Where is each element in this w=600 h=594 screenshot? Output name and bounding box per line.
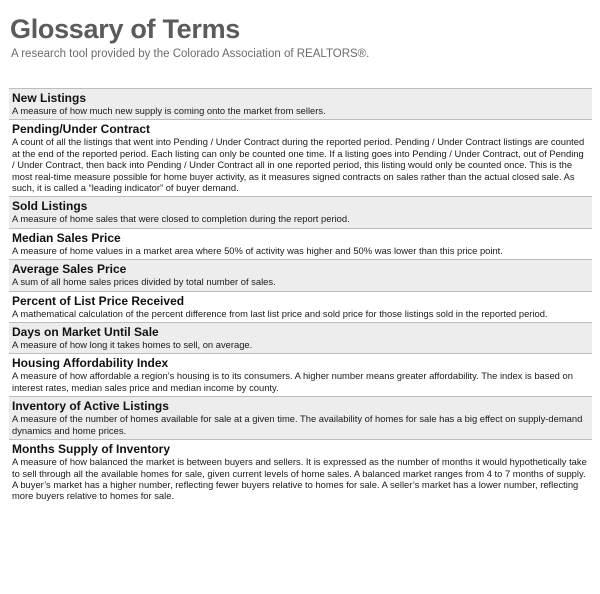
term-name: Percent of List Price Received <box>12 293 185 308</box>
glossary-entry-pending-under-contract <box>9 119 592 196</box>
glossary-entry-sold-listings <box>9 196 592 227</box>
glossary-entry-inventory-active-listings <box>9 396 592 439</box>
term-definition: A measure of how much new supply is coming onto the market from sellers. <box>12 105 326 116</box>
glossary-entry-median-sales-price <box>9 228 592 259</box>
term-definition: A measure of home values in a market area where 50% of activity was higher and 50% was lower than this price point. <box>12 244 503 256</box>
term-name: Average Sales Price <box>12 262 127 277</box>
glossary-entry-days-on-market <box>9 322 592 353</box>
term-name: Housing Affordability Index <box>12 356 169 371</box>
page-title: Glossary of Terms <box>10 14 240 44</box>
term-definition: A measure of how affordable a region’s housing is to its consumers. A higher number means greater affordability. The index is based on interest rates, median sales price and median income by county. <box>12 370 573 393</box>
term-definition: A mathematical calculation of the percent difference from last list price and sold price for those listings sold in the reported period. <box>12 307 548 319</box>
page-subtitle: A research tool provided by the Colorado Association of REALTORS®. <box>11 48 370 60</box>
glossary-list <box>9 88 592 505</box>
term-name: Pending/Under Contract <box>12 122 151 137</box>
term-definition: A measure of home sales that were closed to completion during the report period. <box>12 213 350 225</box>
term-name: Months Supply of Inventory <box>12 442 170 457</box>
term-definition: A measure of how long it takes homes to sell, on average. <box>12 339 253 351</box>
term-name: Days on Market Until Sale <box>12 325 159 340</box>
term-name: New Listings <box>12 91 87 105</box>
glossary-entry-new-listings <box>9 88 592 119</box>
term-name: Median Sales Price <box>12 230 121 245</box>
glossary-entry-months-supply-inventory <box>9 439 592 505</box>
term-definition: A measure of how balanced the market is between buyers and sellers. It is expressed as the number of months it would hypothetically take to sell through all the available homes for sale, given current levels of home sales. A balanced market ranges from 4 to 7 months of supply. A buyer’s market has a higher number, reflecting fewer buyers relative to homes for sale. A seller’s market has a lower number, reflecting more buyers relative to homes for sale. <box>12 456 587 502</box>
glossary-entry-average-sales-price <box>9 259 592 290</box>
term-name: Sold Listings <box>12 199 88 214</box>
glossary-entry-percent-of-list-price <box>9 291 592 322</box>
glossary-entry-housing-affordability-index <box>9 353 592 396</box>
term-name: Inventory of Active Listings <box>12 399 169 414</box>
term-definition: A measure of the number of homes available for sale at a given time. The availability of homes for sale has a big effect on supply-demand dynamics and home prices. <box>12 413 583 436</box>
term-definition: A sum of all home sales prices divided by total number of sales. <box>12 276 276 288</box>
term-definition: A count of all the listings that went into Pending / Under Contract during the reported period. Pending / Under Contract listings are counted at the end of the reported period. Each listing can only be counted one time. If a listing goes into Pending / Under Contract, out of Pending / Under Contract, then back into Pending / Under Contract all in one reported period, this listing would only be counted once. This is the most real-time measure possible for home buyer activity, as it measures signed contracts on sales rather than the actual closed sale. As such, it is called a “leading indicator” of buyer demand. <box>12 136 585 194</box>
